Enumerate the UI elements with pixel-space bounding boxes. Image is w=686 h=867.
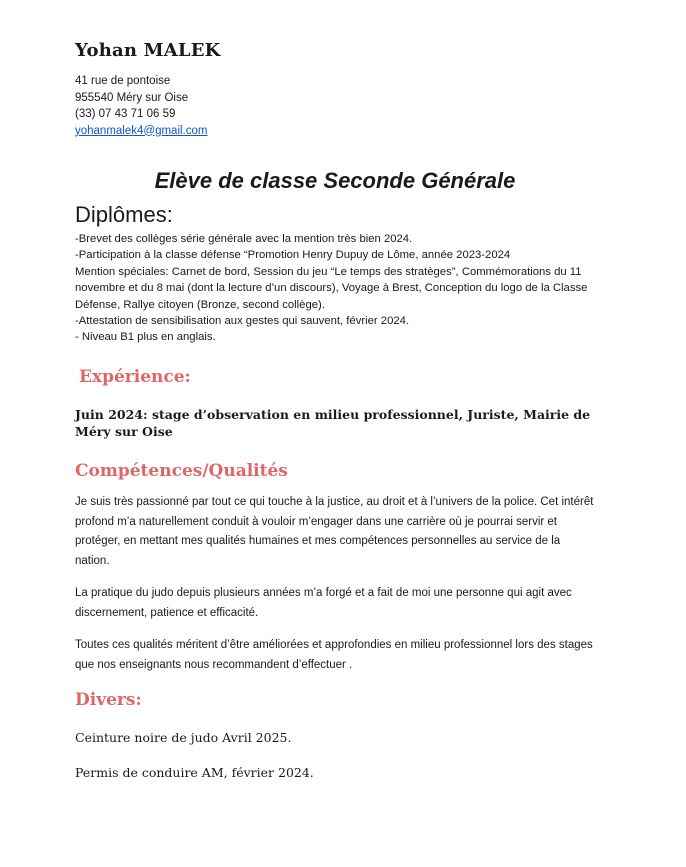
- skills-heading: Compétences/Qualités: [75, 461, 288, 481]
- address-line-1: 41 rue de pontoise: [75, 75, 171, 87]
- diploma-item: Mention spéciales: Carnet de bord, Session du jeu “Le temps des stratèges”, Commémorations du 11 novembre et du 8 mai (dont la lecture d’un discours), Voyage à Brest, Conception du logo de la Classe Défense, Rallye citoyen (Bronze, second collège).: [75, 265, 588, 311]
- skills-paragraph: Je suis très passionné par tout ce qui touche à la justice, au droit et à l’univers de la police. Cet intérêt profond m’a naturellement conduit à vouloir m’engager dans une carrière où je pourrai servir et protéger, en mettant mes qualités humaines et mes compétences personnelles au service de la nation.: [75, 496, 594, 567]
- diplomas-heading: Diplômes:: [75, 202, 173, 227]
- contact-block: [75, 73, 207, 139]
- diplomas-list: [75, 231, 595, 346]
- diploma-item: - Niveau B1 plus en anglais.: [75, 331, 216, 344]
- misc-item: Permis de conduire AM, février 2024.: [75, 765, 314, 780]
- misc-item: Ceinture noire de judo Avril 2025.: [75, 730, 292, 745]
- phone-number: (33) 07 43 71 06 59: [75, 108, 176, 120]
- experience-item: Juin 2024: stage d’observation en milieu professionnel, Juriste, Mairie de Méry sur Oise: [75, 407, 591, 439]
- experience-heading: Expérience:: [79, 367, 191, 387]
- diploma-item: -Attestation de sensibilisation aux gestes qui sauvent, février 2024.: [75, 315, 410, 328]
- role-title: Elève de classe Seconde Générale: [154, 168, 516, 193]
- misc-heading: Divers:: [75, 690, 142, 710]
- diploma-item: -Participation à la classe défense “Promotion Henry Dupuy de Lôme, année 2023-2024: [75, 249, 511, 262]
- email-link[interactable]: yohanmalek4@gmail.com: [75, 124, 208, 137]
- skills-paragraph: La pratique du judo depuis plusieurs années m’a forgé et a fait de moi une personne qui agit avec discernement, patience et efficacité.: [75, 587, 572, 619]
- candidate-name: Yohan MALEK: [75, 40, 221, 61]
- address-line-2: 955540 Méry sur Oise: [75, 91, 189, 104]
- diploma-item: -Brevet des collèges série générale avec la mention très bien 2024.: [75, 233, 413, 245]
- skills-paragraph: Toutes ces qualités méritent d’être améliorées et approfondies en milieu professionnel lors des stages que nos enseignants nous recommandent d’effectuer .: [75, 639, 593, 671]
